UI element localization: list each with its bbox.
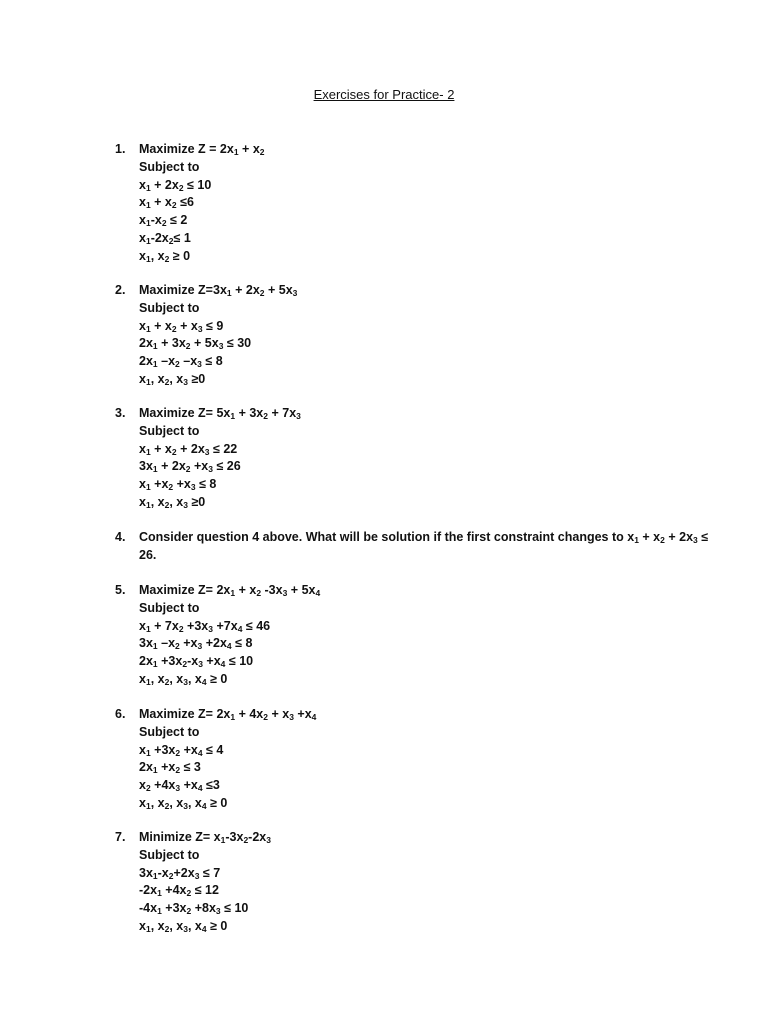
subscript: 1	[145, 747, 151, 758]
exercise-number: 6.	[115, 707, 126, 721]
subscript: 2	[186, 888, 192, 899]
exercise-statement: Maximize $Z= 2x_1 + 4x_2 + x_3 +x_4$	[139, 707, 317, 722]
exercise-line: Subject to	[139, 159, 200, 174]
subscript: 2	[185, 341, 191, 352]
subscript: 4	[197, 783, 203, 794]
subscript: 1	[145, 253, 151, 264]
subscript: 4	[201, 676, 207, 687]
subscript: 2	[164, 376, 170, 387]
exercise-line: $x_1 + x_2 + 2x_3 \le 22$	[139, 441, 238, 457]
subscript: 1	[145, 800, 151, 811]
exercise-statement: Minimize $Z= x_1-3x_2-2x_3$	[139, 830, 271, 845]
exercise-line: $3x_1 + 2x_2 +x_3 \le 26$	[139, 459, 241, 475]
exercise-item	[115, 405, 719, 512]
exercise-line: Subject to	[139, 600, 200, 615]
subscript: 2	[178, 182, 184, 193]
exercise-line: $x_1$, $x_2$, $x_3$, $x_4 \ge 0$	[139, 918, 228, 934]
subscript: 2	[660, 535, 665, 545]
exercise-line: $-2x_1 +4x_2 \le 12$	[139, 883, 219, 899]
subscript: 2	[164, 253, 170, 264]
subscript: 4	[315, 588, 321, 598]
subscript: 3	[282, 588, 288, 598]
subscript: 1	[152, 341, 158, 352]
subscript: 3	[198, 659, 203, 670]
subscript: 4	[201, 923, 207, 934]
subscript: 3	[183, 499, 188, 510]
exercise-item	[115, 829, 719, 936]
exercise-line: Subject to	[139, 724, 200, 739]
subscript: 4	[201, 800, 207, 811]
exercise-line: $x_1 + 7x_2 +3x_3 +7x_4 \le 46$	[139, 618, 271, 634]
exercise-line: $3x_1$ $-x_2 +x_3 +2x_4 \le 8$	[139, 636, 253, 652]
subscript: 2	[259, 288, 265, 298]
exercise-statement: Consider question 4 above. What will be solution if the first constraint changes to $x_1 + x_2 + 2x_3 \le 26$.	[139, 530, 709, 562]
subscript: 2	[259, 147, 265, 157]
subscript: 4	[226, 641, 232, 652]
subscript: 1	[152, 641, 158, 652]
exercise-statement: Maximize $Z= 2x_1 + x_2$ $-3x_3 + 5x_4$	[139, 583, 321, 598]
subscript: 1	[145, 623, 151, 634]
subscript: 4	[311, 712, 317, 722]
exercise-line: $-4x_1 +3x_2 +8x_3 \le 10$	[139, 901, 249, 917]
exercise-number: 4.	[115, 530, 126, 544]
subscript: 3	[183, 676, 188, 687]
exercise-line: $x_1 + 2x_2 \le 10$	[139, 177, 212, 193]
exercise-item	[115, 529, 719, 565]
subscript: 3	[292, 288, 298, 298]
subscript: 3	[183, 800, 188, 811]
exercise-item	[115, 141, 719, 266]
subscript: 1	[145, 182, 151, 193]
subscript: 1	[145, 676, 151, 687]
subscript: 1	[226, 288, 232, 298]
exercise-item	[115, 282, 719, 389]
subscript: 1	[152, 765, 158, 776]
exercise-item	[115, 706, 719, 813]
subscript: 2	[164, 499, 170, 510]
subscript: 3	[208, 623, 213, 634]
subscript: 2	[164, 923, 170, 934]
subscript: 1	[145, 200, 151, 211]
exercise-number: 2.	[115, 283, 126, 297]
subscript: 1	[230, 411, 236, 421]
subscript: 1	[145, 446, 151, 457]
subscript: 2	[263, 411, 268, 421]
subscript: 2	[171, 200, 177, 211]
subscript: 1	[634, 535, 639, 545]
subscript: 2	[175, 641, 180, 652]
exercise-line: $x_1$, $x_2$, $x_3 \ge 0$	[139, 494, 206, 510]
exercise-line: $x_1-x_2 \le 2$	[139, 213, 188, 229]
exercise-line: $x_1$, $x_2$, $x_3$, $x_4 \ge 0$	[139, 795, 228, 811]
subscript: 2	[171, 323, 177, 334]
subscript: 1	[145, 218, 151, 229]
exercise-item	[115, 582, 719, 689]
subscript: 1	[145, 323, 151, 334]
exercise-line: $2x_1 +x_2 \le 3$	[139, 760, 201, 776]
subscript: 3	[190, 482, 196, 493]
page-title: Exercises for Practice- 2	[313, 87, 455, 102]
subscript: 3	[197, 323, 203, 334]
subscript: 4	[220, 659, 226, 670]
subscript: 1	[145, 235, 151, 246]
exercise-line: $x_1$, $x_2 \ge 0$	[139, 248, 191, 264]
subscript: 2	[263, 712, 268, 722]
exercise-line: Subject to	[139, 300, 200, 315]
subscript: 2	[175, 765, 181, 776]
exercise-statement: Maximize $Z=3x_1 + 2x_2 + 5x_3$	[139, 283, 298, 298]
subscript: 2	[256, 588, 262, 598]
subscript: 2	[175, 359, 180, 370]
subscript: 2	[164, 676, 170, 687]
subscript: 4	[197, 747, 203, 758]
subscript: 2	[161, 218, 167, 229]
exercise-line: $x_1 + x_2 + x_3 \le 9$	[139, 318, 224, 334]
exercise-line: $2x_1$ $-x_2$ $-x_3 \le 8$	[139, 354, 223, 370]
subscript: 3	[296, 411, 301, 421]
exercise-line: $x_1 +x_2 +x_3 \le 8$	[139, 477, 217, 493]
exercise-line: Subject to	[139, 423, 200, 438]
subscript: 3	[175, 783, 181, 794]
subscript: 1	[230, 588, 236, 598]
subscript: 3	[194, 870, 200, 881]
exercise-number: 1.	[115, 142, 126, 156]
subscript: 2	[185, 464, 191, 475]
exercise-line: $2x_1 + 3x_2 + 5x_3 \le 30$	[139, 336, 252, 352]
subscript: 3	[215, 906, 221, 917]
subscript: 2	[168, 870, 174, 881]
subscript: 3	[197, 641, 203, 652]
exercise-line: $x_1 + x_2 \le 6$	[139, 195, 194, 211]
exercise-number: 5.	[115, 583, 126, 597]
exercise-statement: Maximize $Z = 2x_1 + x_2$	[139, 142, 265, 157]
subscript: 1	[145, 482, 151, 493]
subscript: 1	[152, 659, 158, 670]
subscript: 2	[186, 906, 192, 917]
exercise-line: $x_1-2x_2\le 1$	[139, 230, 191, 246]
subscript: 1	[230, 712, 236, 722]
subscript: 2	[168, 235, 174, 246]
subscript: 3	[266, 835, 271, 845]
subscript: 2	[171, 446, 177, 457]
subscript: 3	[208, 464, 213, 475]
exercise-number: 7.	[115, 830, 126, 844]
subscript: 4	[237, 623, 243, 634]
subscript: 3	[204, 446, 210, 457]
subscript: 2	[178, 623, 184, 634]
subscript: 3	[289, 712, 294, 722]
subscript: 2	[145, 783, 151, 794]
subscript: 3	[183, 923, 188, 934]
exercise-line: $3x_1-x_2+2x_3 \le 7$	[139, 865, 221, 881]
subscript: 1	[145, 499, 151, 510]
subscript: 1	[152, 359, 158, 370]
exercise-line: $x_1 +3x_2 +x_4 \le 4$	[139, 742, 224, 758]
exercise-statement: Maximize $Z= 5x_1 + 3x_2 + 7x_3$	[139, 406, 301, 421]
exercise-number: 3.	[115, 406, 126, 420]
subscript: 1	[145, 923, 151, 934]
subscript: 2	[182, 659, 188, 670]
subscript: 3	[693, 535, 698, 545]
subscript: 1	[220, 835, 226, 845]
subscript: 1	[233, 147, 239, 157]
exercise-line: $x_1$, $x_2$, $x_3$, $x_4 \ge 0$	[139, 671, 228, 687]
subscript: 3	[218, 341, 224, 352]
subscript: 1	[152, 870, 158, 881]
subscript: 2	[168, 482, 174, 493]
subscript: 2	[175, 747, 181, 758]
subscript: 2	[243, 835, 249, 845]
subscript: 1	[152, 464, 158, 475]
subscript: 3	[183, 376, 188, 387]
subscript: 1	[157, 888, 162, 899]
subscript: 1	[145, 376, 151, 387]
exercise-line: $x_1$, $x_2$, $x_3 \ge 0$	[139, 371, 206, 387]
subscript: 1	[157, 906, 162, 917]
subscript: 3	[197, 359, 202, 370]
exercise-line: Subject to	[139, 847, 200, 862]
exercise-line: $x_2 +4x_3 +x_4 \le 3$	[139, 778, 220, 794]
exercise-line: $2x_1 +3x_2-x_3 +x_4 \le 10$	[139, 654, 254, 670]
subscript: 2	[164, 800, 170, 811]
